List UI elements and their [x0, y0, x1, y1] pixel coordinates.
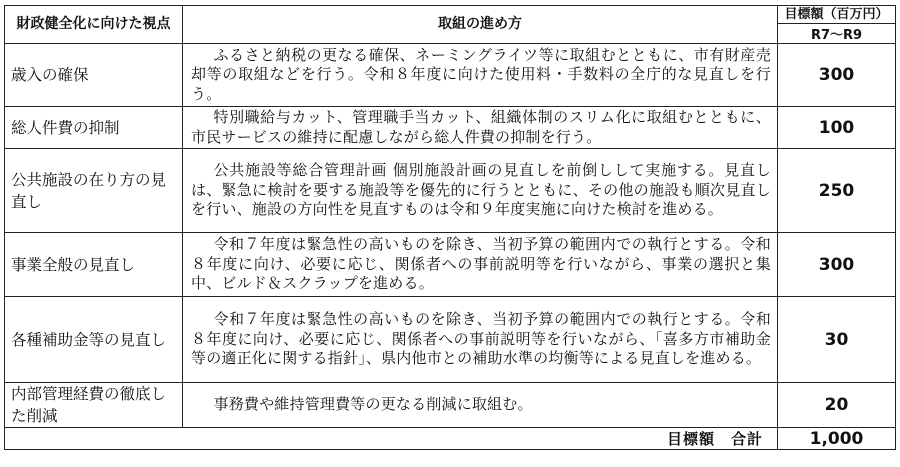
- header-viewpoint: 財政健全化に向けた視点: [5, 6, 183, 44]
- table-row: [5, 44, 896, 107]
- row-amount: 20: [778, 383, 896, 428]
- row-method: 事務費や維持管理費等の更なる削減に取組む。: [183, 383, 778, 428]
- header-target: 目標額（百万円）: [778, 6, 896, 24]
- table-row: [5, 383, 896, 428]
- row-amount: 100: [778, 107, 896, 149]
- row-viewpoint: 歳入の確保: [5, 44, 183, 107]
- header-method: 取組の進め方: [183, 6, 778, 44]
- total-row: [5, 428, 896, 450]
- row-method: 令和７年度は緊急性の高いものを除き、当初予算の範囲内での執行とする。令和８年度に向け、必要に応じ、関係者への事前説明等を行いながら、事業の選択と集中、ビルド＆スクラップを進める。: [183, 233, 778, 297]
- fiscal-plan-table-container: [4, 5, 895, 450]
- row-method: 令和７年度は緊急性の高いものを除き、当初予算の範囲内での執行とする。令和８年度に向け、必要に応じ、関係者への事前説明等を行いながら、「喜多方市補助金等の適正化に関する指針」、県内他市との補助水準の均衡等による見直しを進める。: [183, 297, 778, 383]
- row-viewpoint: 内部管理経費の徹底した削減: [5, 383, 183, 428]
- table-row: [5, 233, 896, 297]
- header-period: R7～R9: [778, 24, 896, 44]
- row-viewpoint: 事業全般の見直し: [5, 233, 183, 297]
- fiscal-plan-table: [4, 5, 896, 450]
- row-amount: 300: [778, 44, 896, 107]
- row-method: ふるさと納税の更なる確保、ネーミングライツ等に取組むとともに、市有財産売却等の取組などを行う。令和８年度に向けた使用料・手数料の全庁的な見直しを行う。: [183, 44, 778, 107]
- row-amount: 30: [778, 297, 896, 383]
- row-viewpoint: 総人件費の抑制: [5, 107, 183, 149]
- row-viewpoint: 公共施設の在り方の見直し: [5, 149, 183, 233]
- table-row: [5, 297, 896, 383]
- table-row: [5, 149, 896, 233]
- total-value: 1,000: [778, 428, 896, 450]
- row-viewpoint: 各種補助金等の見直し: [5, 297, 183, 383]
- row-amount: 250: [778, 149, 896, 233]
- table-row: [5, 107, 896, 149]
- row-amount: 300: [778, 233, 896, 297]
- total-label: 目標額 合計: [5, 428, 778, 450]
- row-method: 公共施設等総合管理計画 個別施設計画の見直しを前倒しして実施する。見直しは、緊急に検討を要する施設等を優先的に行うとともに、その他の施設も順次見直しを行い、施設の方向性を見直すものは令和９年度実施に向けた検討を進める。: [183, 149, 778, 233]
- row-method: 特別職給与カット、管理職手当カット、組織体制のスリム化に取組むとともに、市民サービスの維持に配慮しながら総人件費の抑制を行う。: [183, 107, 778, 149]
